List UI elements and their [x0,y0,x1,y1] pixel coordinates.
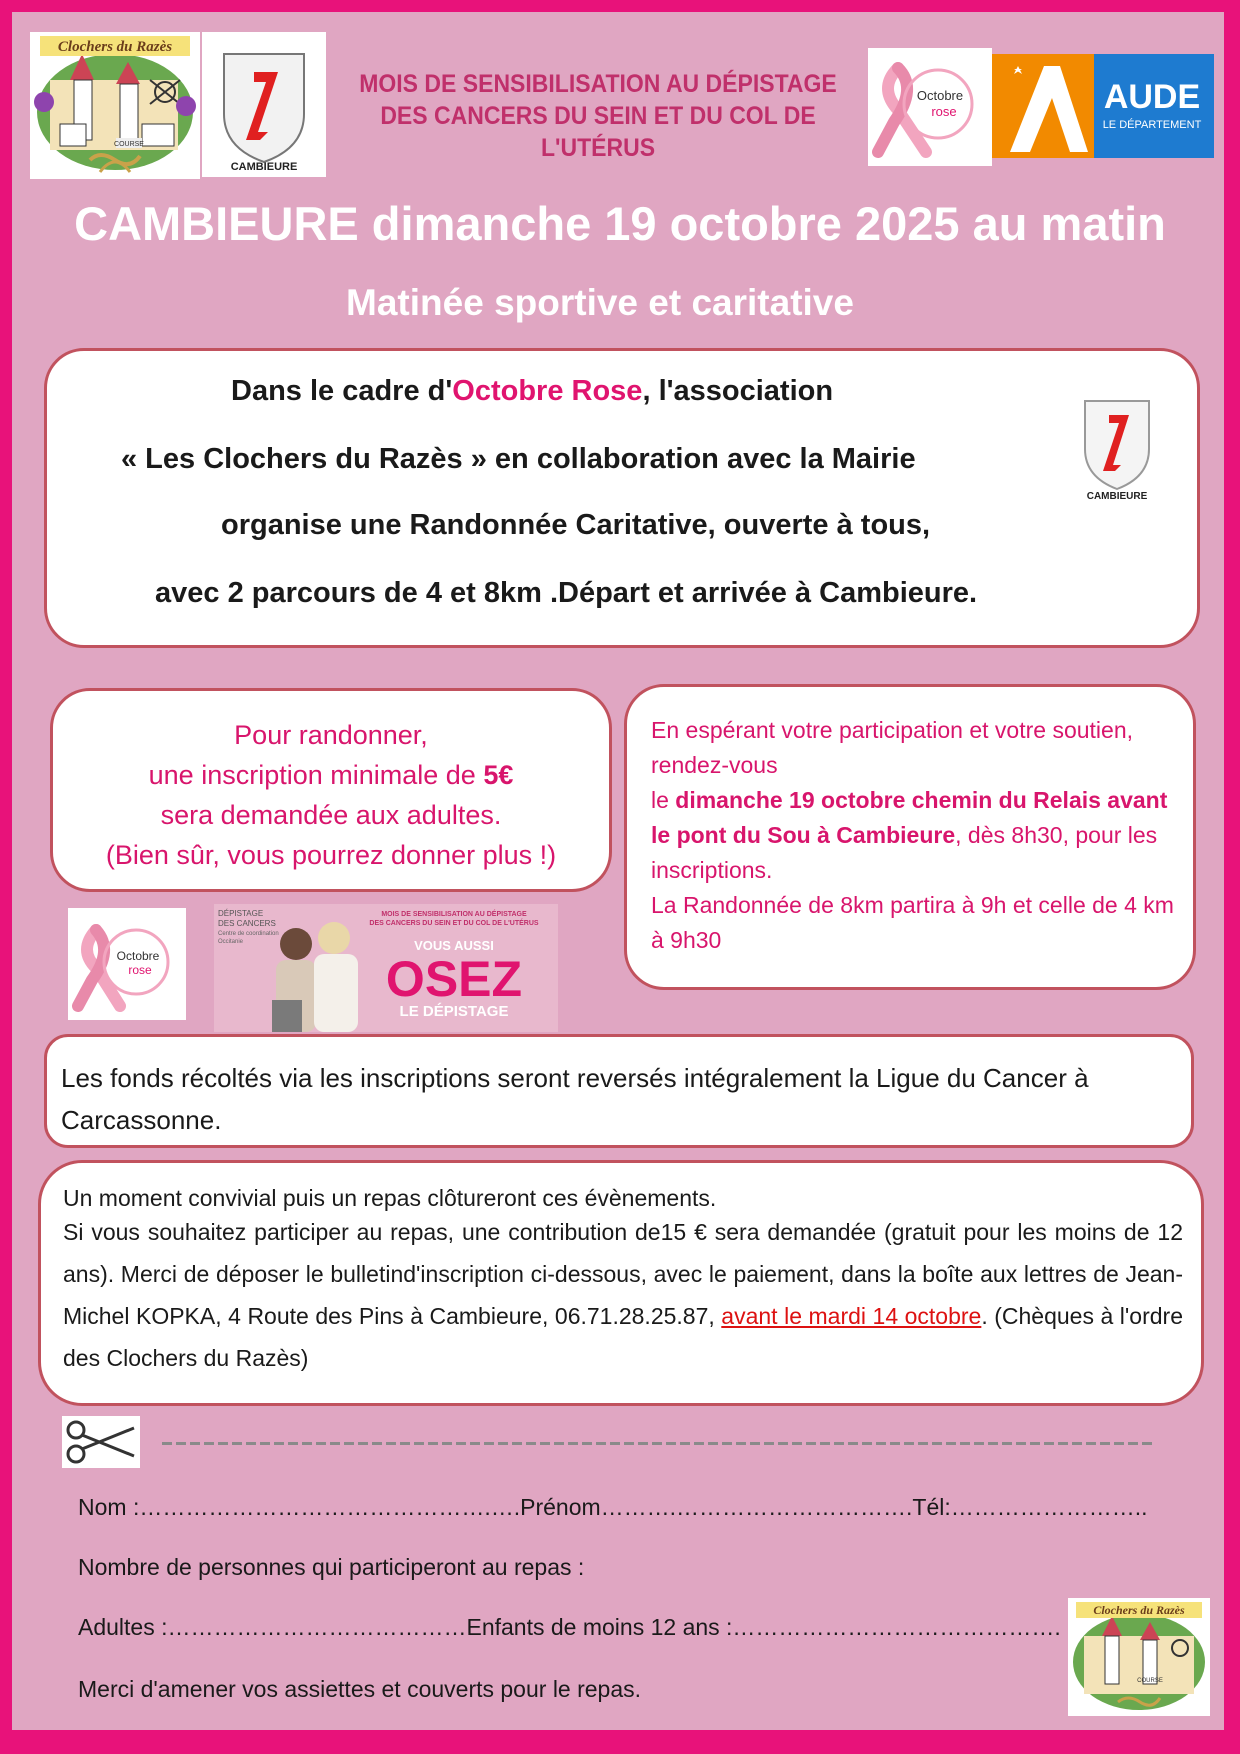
meal-intro: Un moment convivial puis un repas clôtureront ces évènements. [63,1185,717,1211]
octobre-rose-highlight: Octobre Rose [452,375,643,407]
cambieure-logo-text: CAMBIEURE [230,161,298,173]
price-line-4: (Bien sûr, vous pourrez donner plus !) [105,840,557,870]
intro-box [44,348,1200,648]
meeting-intro: En espérant votre participation et votre soutien, rendez-vous [651,717,1134,778]
meal-box [38,1160,1204,1406]
intro-logo-text: CAMBIEURE [1086,491,1148,501]
intro-line-2: « Les Clochers du Razès » en collaboration avec la Mairie [121,443,916,475]
clochers-du-razes-logo [30,32,200,179]
meeting-location-prefix: le [651,787,676,813]
form-adults-children-line: Adultes :…………………………………Enfants de moins 12 ans :……………………………………. [78,1614,1061,1640]
clochers-du-razes-logo-small [1068,1598,1210,1716]
funds-text: Les fonds récoltés via les inscriptions seront reversés intégralement la Ligue du Cancer à Carcassonne. [61,1063,1089,1135]
ribbon-logo-octobre: Octobre [116,949,160,963]
meal-text [63,1185,1183,1379]
clochers-logo-sign: COURSE [114,141,144,148]
price-line-2-text: une inscription minimale de [148,760,484,790]
price-line-1: Pour randonner, [234,720,428,750]
meal-cheques: . (Chèques à l'ordre des Clochers du Razès) [63,1303,1183,1371]
price-line-3: sera demandée aux adultes. [160,800,502,830]
clochers-small-logo-sign: COURSE [1137,1678,1163,1684]
campaign-header-line1: MOIS DE SENSIBILISATION AU DÉPISTAGE [359,70,837,98]
price-amount: 5€ [483,760,514,790]
scissors-icon [62,1416,140,1468]
price-line-2 [53,755,609,795]
banner-le-depistage: LE DÉPISTAGE [399,1003,509,1020]
intro-line-1-end: , l'association [642,375,834,407]
form-people-count-line: Nombre de personnes qui participeront au repas : [78,1554,585,1580]
banner-campaign-2: DES CANCERS DU SEIN ET DU COL DE L'UTÉRUS [369,920,539,927]
event-title-town: CAMBIEURE [74,197,359,250]
campaign-header-line2: DES CANCERS DU SEIN ET DU COL DE L'UTÉRUS [380,102,816,162]
meal-details [63,1211,1183,1379]
campaign-header-title [340,68,855,164]
meal-deadline: avant le mardi 14 octobre [721,1303,982,1329]
meal-details-text: Si vous souhaitez participer au repas, une contribution de15 € sera demandée (gratuit pour les moins de 12 ans). Merci de déposer le bulletind'inscription ci-dessous, avec le paiement, dans la boîte aux lettres de Jean-Michel KOPKA, 4 Route des Pins à Cambieure, 06.71.28.25.87, [63,1219,1183,1329]
intro-cambieure-logo [1067,391,1167,501]
registration-price-box [50,688,612,892]
banner-campaign-1: MOIS DE SENSIBILISATION AU DÉPISTAGE [381,911,527,918]
clochers-logo-text: Clochers du Razès [57,39,173,55]
intro-line-3: organise une Randonnée Caritative, ouverte à tous, [221,509,931,541]
aude-department-logo [992,54,1214,158]
octobre-rose-ribbon-logo [68,908,186,1020]
octobre-rose-logo-line1: Octobre [916,88,964,103]
meeting-location [651,783,1181,888]
intro-line-4: avec 2 parcours de 4 et 8km .Départ et arrivée à Cambieure. [155,577,978,609]
meeting-info-text [651,713,1181,958]
osez-le-depistage-banner [214,904,558,1032]
intro-line-1 [231,375,833,408]
event-title [0,196,1240,251]
form-name-line: Nom :……………………………………….….Prénom……….………………………….Tél:…………………….. [78,1494,1148,1520]
meeting-location-bold: dimanche 19 octobre chemin du Relais avant le pont du Sou à Cambieure [651,787,1168,848]
ribbon-logo-rose: rose [128,963,152,977]
meeting-info-box [624,684,1196,990]
meeting-start-times: La Randonnée de 8km partira à 9h et celle de 4 km à 9h30 [651,892,1174,953]
cut-dashed-line [162,1442,1152,1445]
form-reminder-line: Merci d'amener vos assiettes et couverts pour le repas. [78,1676,642,1702]
aude-logo-text: AUDE [1103,78,1201,116]
event-subtitle: Matinée sportive et caritative [346,282,854,323]
banner-vous-aussi: VOUS AUSSI [414,938,494,953]
cambieure-shield-logo [202,32,326,177]
banner-depistage-1: DÉPISTAGE [218,909,264,918]
event-title-date: dimanche 19 octobre 2025 au matin [358,197,1166,250]
price-text [53,715,609,875]
meeting-location-suffix: , dès 8h30, pour les inscriptions. [651,822,1158,883]
banner-depistage-3: Centre de coordination [218,931,279,937]
funds-box [44,1034,1194,1148]
clochers-small-logo-text: Clochers du Razès [1093,1603,1185,1617]
aude-logo-sub: LE DÉPARTEMENT [1102,119,1202,131]
intro-line-1-start: Dans le cadre d' [231,375,453,407]
banner-osez: OSEZ [385,951,523,1007]
banner-depistage-2: DES CANCERS [218,919,276,928]
octobre-rose-logo [868,48,992,166]
octobre-rose-logo-line2: rose [931,104,957,119]
banner-depistage-4: Occitanie [218,939,244,945]
